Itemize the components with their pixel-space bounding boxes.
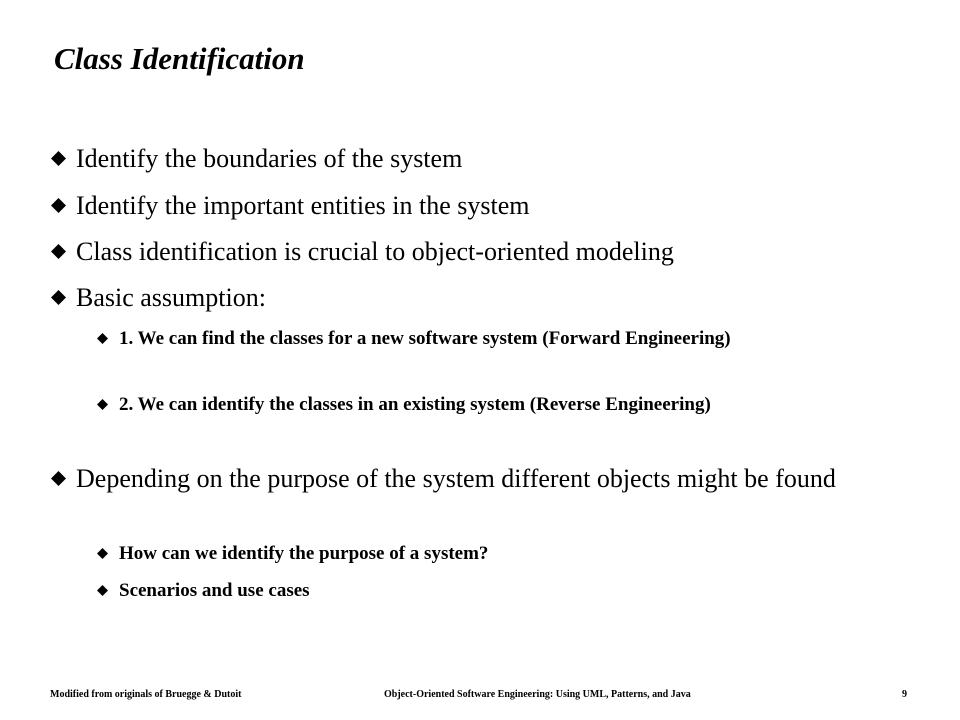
footer-credit: Modified from originals of Bruegge & Dutoit — [50, 689, 242, 700]
diamond-bullet-icon — [50, 197, 67, 214]
sub-bullet-item: 1. We can find the classes for a new software system (Forward Engineering) — [119, 328, 731, 349]
footer-course-title: Object-Oriented Software Engineering: Using UML, Patterns, and Java — [384, 689, 691, 700]
sub-bullet-item: How can we identify the purpose of a system? — [119, 543, 489, 564]
small-diamond-bullet-icon — [96, 332, 109, 345]
page-number: 9 — [902, 689, 907, 700]
sub-bullet-item: 2. We can identify the classes in an existing system (Reverse Engineering) — [119, 394, 711, 415]
diamond-bullet-icon — [50, 470, 67, 487]
small-diamond-bullet-icon — [96, 584, 109, 597]
bullet-item: Depending on the purpose of the system different objects might be found — [76, 464, 836, 493]
bullet-item: Identify the boundaries of the system — [76, 144, 463, 173]
bullet-item: Class identification is crucial to object-oriented modeling — [76, 237, 674, 266]
diamond-bullet-icon — [50, 150, 67, 167]
diamond-bullet-icon — [50, 243, 67, 260]
small-diamond-bullet-icon — [96, 547, 109, 560]
slide-title: Class Identification — [54, 41, 305, 76]
bullet-item: Basic assumption: — [76, 283, 266, 312]
sub-bullet-item: Scenarios and use cases — [119, 580, 310, 601]
diamond-bullet-icon — [50, 289, 67, 306]
bullet-item: Identify the important entities in the system — [76, 191, 530, 220]
small-diamond-bullet-icon — [96, 398, 109, 411]
